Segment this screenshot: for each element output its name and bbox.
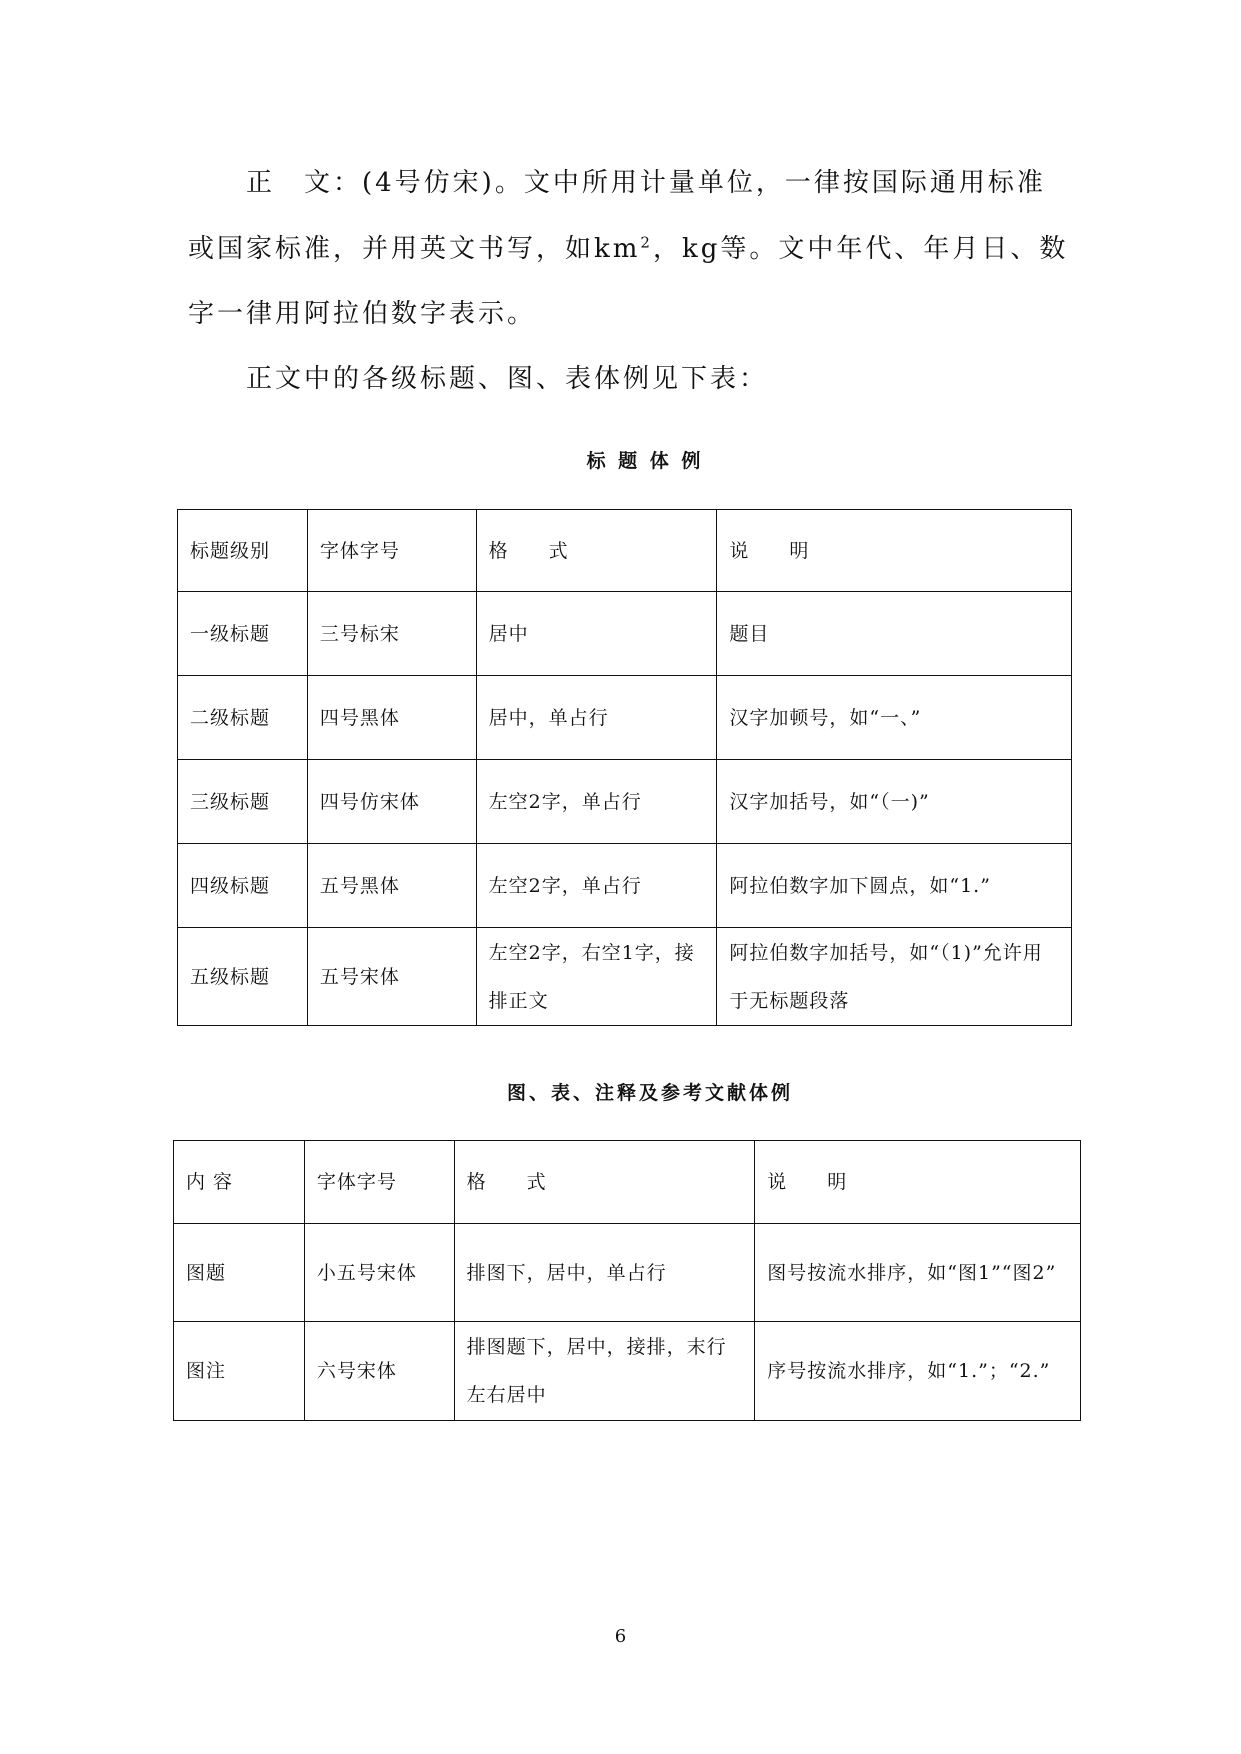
- cell: 一级标题: [178, 592, 308, 676]
- header-cell: 说 明: [717, 510, 1072, 592]
- cell: 序号按流水排序，如“1.”；“2.”: [755, 1322, 1081, 1421]
- cell: 六号宋体: [304, 1322, 454, 1421]
- cell: 居中: [476, 592, 717, 676]
- cell: 汉字加顿号，如“一、”: [717, 676, 1072, 760]
- body-paragraph-line: [188, 228, 1068, 265]
- header-cell: 标题级别: [178, 510, 308, 592]
- header-cell: 字体字号: [304, 1141, 454, 1224]
- cell: 四级标题: [178, 844, 308, 928]
- cell: 居中，单占行: [476, 676, 717, 760]
- header-cell: 说 明: [755, 1141, 1081, 1224]
- cell: 五级标题: [178, 928, 308, 1026]
- cell: 二级标题: [178, 676, 308, 760]
- cell: 四号仿宋体: [307, 760, 476, 844]
- table2-title: 图、表、注释及参考文献体例: [506, 1082, 793, 1104]
- cell: 阿拉伯数字加括号，如“（1)”允许用于无标题段落: [717, 928, 1072, 1026]
- cell: 三号标宋: [307, 592, 476, 676]
- table-row: [178, 592, 1072, 676]
- cell: 小五号宋体: [304, 1224, 454, 1322]
- cell: 左空2字，右空1字，接排正文: [476, 928, 717, 1026]
- cell: 排图下，居中，单占行: [454, 1224, 755, 1322]
- table-row: [178, 928, 1072, 1026]
- table-header-row: [174, 1141, 1081, 1224]
- cell: 五号黑体: [307, 844, 476, 928]
- heading-styles-table: [177, 509, 1072, 1026]
- cell: 五号宋体: [307, 928, 476, 1026]
- cell: 图号按流水排序，如“图1”“图2”: [755, 1224, 1081, 1322]
- figure-table-styles-table: [173, 1140, 1081, 1421]
- cell: 左空2字，单占行: [476, 844, 717, 928]
- body-paragraph: 正文中的各级标题、图、表体例见下表：: [246, 364, 769, 394]
- cell: 图题: [174, 1224, 305, 1322]
- cell: 汉字加括号，如“（一)”: [717, 760, 1072, 844]
- table1-title: 标 题 体 例: [586, 450, 704, 472]
- table-row: [174, 1322, 1081, 1421]
- text: 或国家标准，并用英文书写，如km: [188, 234, 641, 264]
- cell: 四号黑体: [307, 676, 476, 760]
- body-paragraph-line: 正 文：(4号仿宋)。文中所用计量单位，一律按国际通用标准: [246, 168, 1046, 198]
- page-number: 6: [614, 1626, 627, 1647]
- body-paragraph-line: 字一律用阿拉伯数字表示。: [188, 299, 537, 329]
- cell: 排图题下，居中，接排，末行左右居中: [454, 1322, 755, 1421]
- cell: 图注: [174, 1322, 305, 1421]
- header-cell: 内 容: [174, 1141, 305, 1224]
- superscript: 2: [640, 233, 653, 252]
- table-row: [178, 844, 1072, 928]
- table-row: [174, 1224, 1081, 1322]
- table-row: [178, 760, 1072, 844]
- cell: 阿拉伯数字加下圆点，如“1.”: [717, 844, 1072, 928]
- header-cell: 字体字号: [307, 510, 476, 592]
- table-row: [178, 676, 1072, 760]
- header-cell: 格 式: [454, 1141, 755, 1224]
- table-header-row: [178, 510, 1072, 592]
- cell: 三级标题: [178, 760, 308, 844]
- text: ，kg等。文中年代、年月日、数: [652, 234, 1069, 264]
- cell: 题目: [717, 592, 1072, 676]
- header-cell: 格 式: [476, 510, 717, 592]
- cell: 左空2字，单占行: [476, 760, 717, 844]
